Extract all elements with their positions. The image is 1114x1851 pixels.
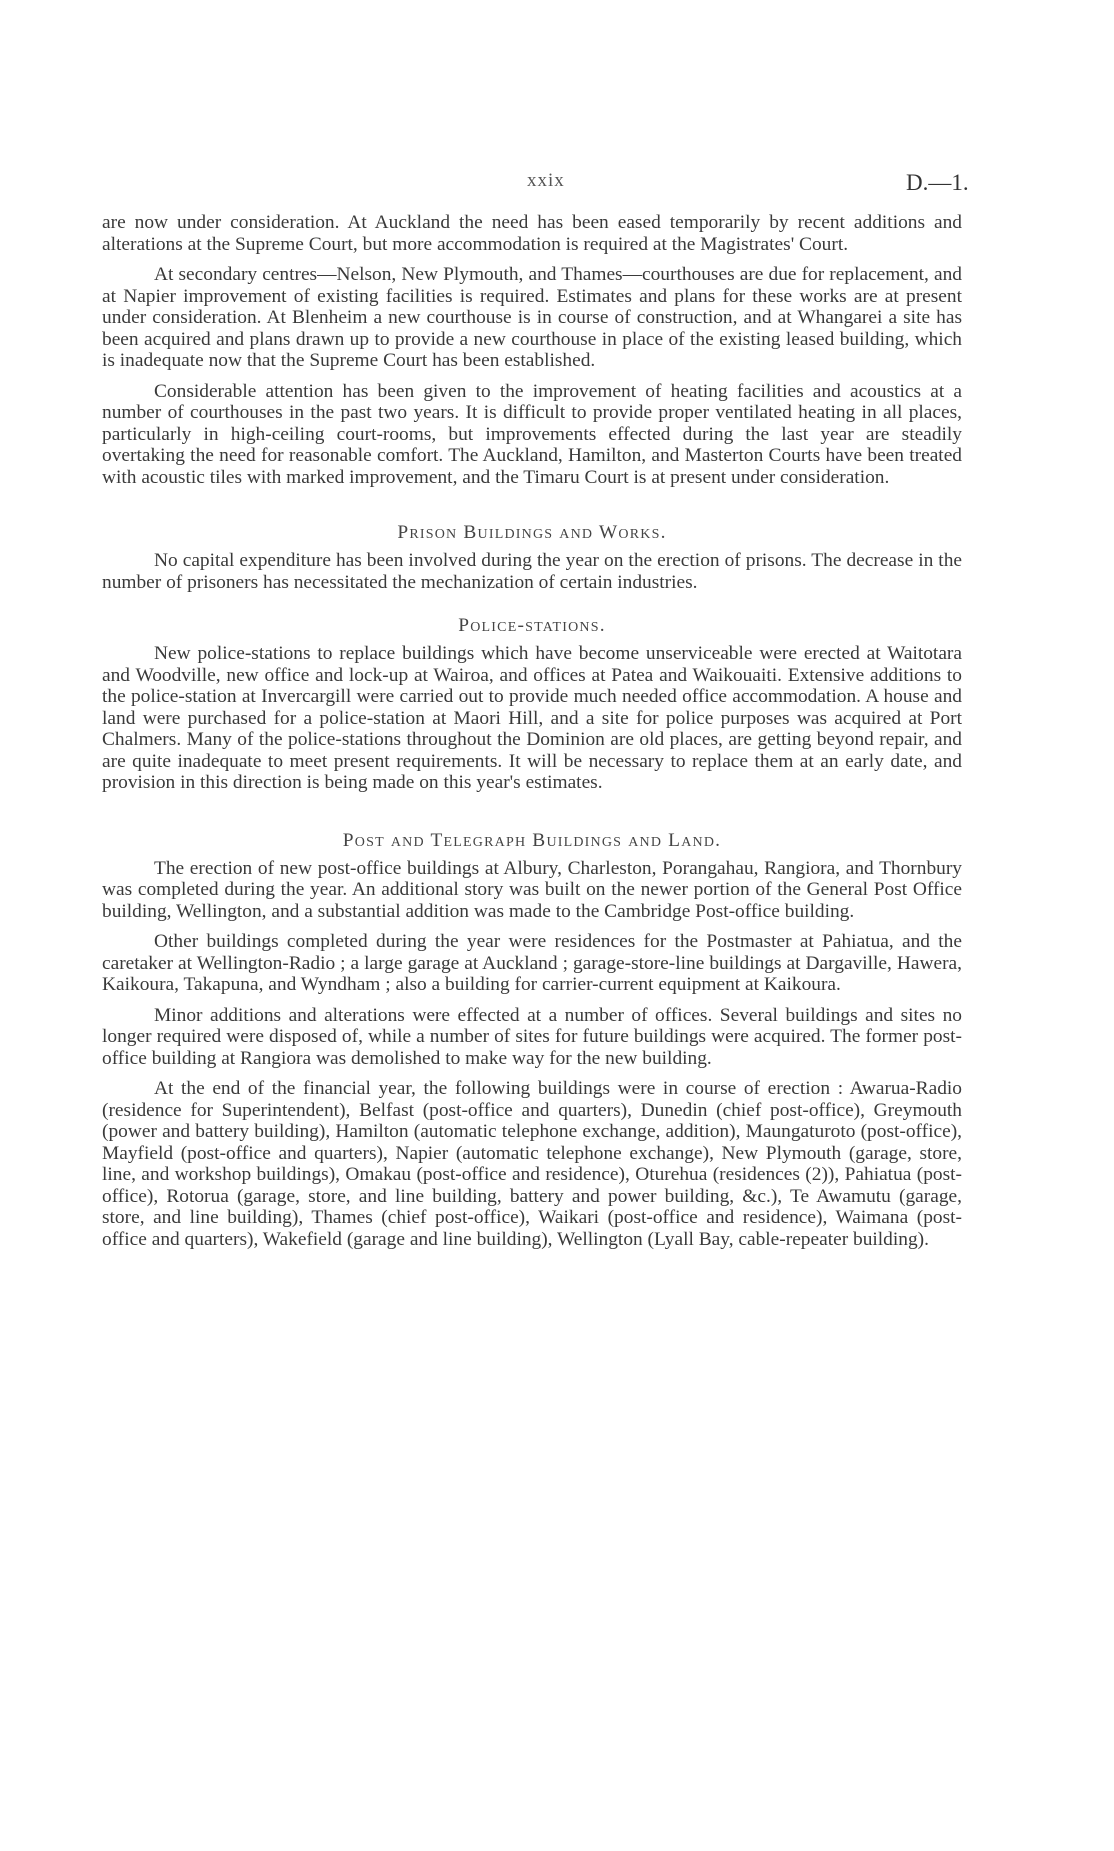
courthouses-paragraph-3: Considerable attention has been given to the improvement of heating facilities and acoustics at a number of courthouses in the past two years. It is difficult to provide proper ventilated heating in all places, particularly in high-ceiling court-rooms, but improvements effected during the last year are steadily overtaking the need for reasonable comfort. The Auckland, Hamilton, and Masterton Courts have been treated with acoustic tiles with marked improvement, and the Timaru Court is at present under consideration. xyxy=(102,380,962,488)
document-reference: D.—1. xyxy=(906,170,969,195)
post-paragraph-1: The erection of new post-office buildings at Albury, Charleston, Porangahau, Rangiora, and Thornbury was completed during the year. An additional story was built on the newer portion of the General Post Office building, Wellington, and a substantial addition was made to the Cambridge Post-office building. xyxy=(102,857,962,922)
courthouses-paragraph-1: are now under consideration. At Auckland the need has been eased temporarily by recent additions and alterations at the Supreme Court, but more accommodation is required at the Magistrates' Court. xyxy=(102,212,962,255)
body-text xyxy=(102,212,962,1259)
post-paragraph-3: Minor additions and alterations were effected at a number of offices. Several buildings and sites no longer required were disposed of, while a number of sites for future buildings were acquired. The former post-office building at Rangiora was demolished to make way for the new building. xyxy=(102,1004,962,1069)
prison-paragraph-1: No capital expenditure has been involved during the year on the erection of prisons. The decrease in the number of prisoners has necessitated the mechanization of certain industries. xyxy=(102,550,962,593)
police-paragraph-1: New police-stations to replace buildings which have become unserviceable were erected at Waitotara and Woodville, new office and lock-up at Wairoa, and offices at Patea and Waikouaiti. Extensive additions to the police-station at Invercargill were carried out to provide much needed office accommodation. A house and land were purchased for a police-station at Maori Hill, and a site for police purposes was acquired at Port Chalmers. Many of the police-stations throughout the Dominion are old places, are getting beyond repair, and are quite inadequate to meet present requirements. It will be necessary to replace them at an early date, and provision in this direction is being made on this year's estimates. xyxy=(102,643,962,793)
police-section-heading: Police-stations. xyxy=(458,615,606,636)
post-paragraph-4: At the end of the financial year, the following buildings were in course of erection : Awarua-Radio (residence for Superintendent), Belfast (post-office and quarters), Dunedin (chief post-office), Greymouth (power and battery building), Hamilton (automatic telephone exchange, addition), Maungaturoto (post-office), Mayfield (post-office and quarters), Napier (automatic telephone exchange), New Plymouth (garage, store, line, and workshop buildings), Omakau (post-office and residence), Oturehua (residences (2)), Pahiatua (post-office), Rotorua (garage, store, and line building, battery and power building, &c.), Te Awamutu (garage, store, and line building), Thames (chief post-office), Waikari (post-office and residence), Waimana (post-office and quarters), Wakefield (garage and line building), Wellington (Lyall Bay, cable-repeater building). xyxy=(102,1078,962,1250)
post-section-heading: Post and Telegraph Buildings and Land. xyxy=(342,829,722,851)
page-number: xxix xyxy=(527,170,565,191)
prison-section-heading: Prison Buildings and Works. xyxy=(397,522,667,543)
courthouses-paragraph-2: At secondary centres—Nelson, New Plymouth, and Thames—courthouses are due for replacement, and at Napier improvement of existing facilities is required. Estimates and plans for these works are at present under consideration. At Blenheim a new courthouse is in course of construction, and at Whangarei a site has been acquired and plans drawn up to provide a new courthouse in place of the existing leased building, which is inadequate now that the Supreme Court has been established. xyxy=(102,264,962,371)
post-paragraph-2: Other buildings completed during the year were residences for the Postmaster at Pahiatua, and the caretaker at Wellington-Radio ; a large garage at Auckland ; garage-store-line buildings at Dargaville, Hawera, Kaikoura, Takapuna, and Wyndham ; also a building for carrier-current equipment at Kaikoura. xyxy=(102,931,962,995)
